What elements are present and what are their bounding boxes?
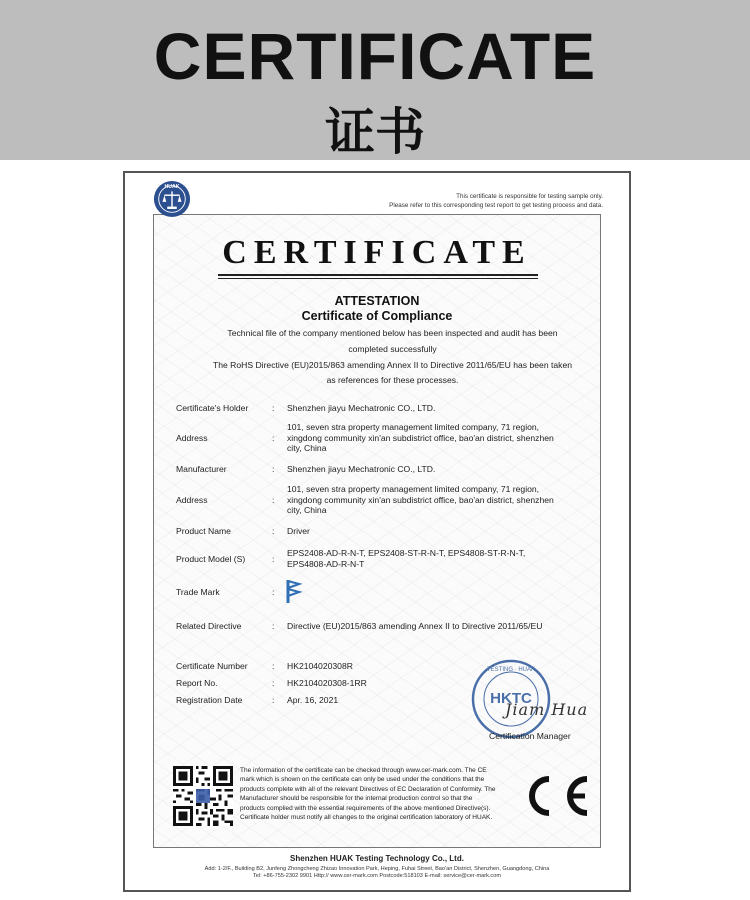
certificate-title: CERTIFICATE bbox=[222, 234, 532, 271]
stamp-ring-text: TESTING · HUAK bbox=[486, 667, 536, 673]
field-value: HK2104020308-1RR bbox=[287, 678, 367, 688]
field-label: Product Model (S) bbox=[176, 554, 246, 564]
field-label: Registration Date bbox=[176, 695, 243, 705]
field-label: Related Directive bbox=[176, 621, 242, 631]
notice-text: The information of the certificate can be checked through www.cer-mark.com. The CE mark which is shown on the certificate can only be used under the conditions that the products complete with all of the relevant Directives of EC Declaration of Conformity. The Manufacturer should be responsible for the internal production control so that the products complied with the essential requirements of the above mentioned Directive(s). Certificate holder must notify all changes to the original certification laboratory of HUAK. bbox=[240, 767, 496, 822]
field-label: Certificate Number bbox=[176, 661, 248, 671]
ce-mark-icon bbox=[517, 772, 591, 820]
field-label: Certificate's Holder bbox=[176, 403, 249, 413]
intro-line: The RoHS Directive (EU)2015/863 amending Annex II to Directive 2011/65/EU has been taken bbox=[212, 360, 573, 370]
field-value: EPS2408-AD-R-N-T, EPS2408-ST-R-N-T, EPS4808-ST-R-N-T, EPS4808-AD-R-N-T bbox=[287, 548, 526, 569]
ce-mark-text: CE bbox=[517, 772, 519, 773]
field-value: Shenzhen jiayu Mechatronic CO., LTD. bbox=[287, 464, 436, 474]
intro-line: Technical file of the company mentioned below has been inspected and audit has been bbox=[227, 328, 558, 338]
field-value: 101, seven stra property management limited company, 71 region, xingdong community xin'an subdistrict office, bao'an district, shenzhen city, China bbox=[287, 422, 554, 453]
field-value: Apr. 16, 2021 bbox=[287, 695, 339, 705]
top-note bbox=[370, 192, 603, 210]
field-label: Trade Mark bbox=[176, 587, 220, 597]
trademark-logo-icon bbox=[285, 578, 303, 604]
intro-line: as references for these processes. bbox=[326, 375, 459, 385]
field-label: Report No. bbox=[176, 678, 218, 688]
field-value: Driver bbox=[287, 526, 310, 536]
field-value: Directive (EU)2015/863 amending Annex II to Directive 2011/65/EU bbox=[287, 621, 543, 631]
logo-text: HUAK bbox=[164, 184, 180, 191]
top-note-line2: Please refer to this corresponding test report to get testing process and data. bbox=[389, 202, 603, 209]
banner-subtitle: 证书 bbox=[325, 103, 425, 161]
attestation-heading: ATTESTATION bbox=[334, 294, 420, 308]
footer-address: Add: 1-2/F., Building B2, Junfeng Zhongcheng Zhizao Innovation Park, Heping, Fuhai Street, Bao'an District, Shenzhen, Guangdong, China Tel: +86-755-2302 9901 Http:// www.cer-mark.com Postcode:518103 E-mail: service@cer-mark.com bbox=[204, 866, 550, 879]
field-label: Address bbox=[176, 433, 208, 443]
footer-company: Shenzhen HUAK Testing Technology Co., Ltd. bbox=[290, 854, 464, 863]
qr-code-icon bbox=[173, 766, 233, 826]
field-value: HK2104020308R bbox=[287, 661, 353, 671]
huak-logo-icon bbox=[153, 180, 191, 218]
top-note-line1: This certificate is responsible for testing sample only. bbox=[456, 193, 603, 200]
signature: Jiam Hua bbox=[505, 700, 589, 719]
hktc-stamp-icon bbox=[470, 658, 552, 740]
field-value: 101, seven stra property management limited company, 71 region, xingdong community xin'an subdistrict office, bao'an district, shenzhen city, China bbox=[287, 484, 554, 515]
field-label: Address bbox=[176, 495, 208, 505]
field-label: Product Name bbox=[176, 526, 231, 536]
intro-line: completed successfully bbox=[348, 344, 437, 354]
title-rule bbox=[218, 274, 538, 276]
compliance-heading: Certificate of Compliance bbox=[301, 309, 453, 323]
banner-title: CERTIFICATE bbox=[153, 19, 597, 93]
certification-manager-label: Certification Manager bbox=[489, 731, 571, 741]
banner bbox=[0, 0, 750, 160]
field-value: Shenzhen jiayu Mechatronic CO., LTD. bbox=[287, 403, 436, 413]
field-label: Manufacturer bbox=[176, 464, 227, 474]
title-rule bbox=[218, 278, 538, 279]
stamp-text: HKTC bbox=[490, 690, 532, 707]
